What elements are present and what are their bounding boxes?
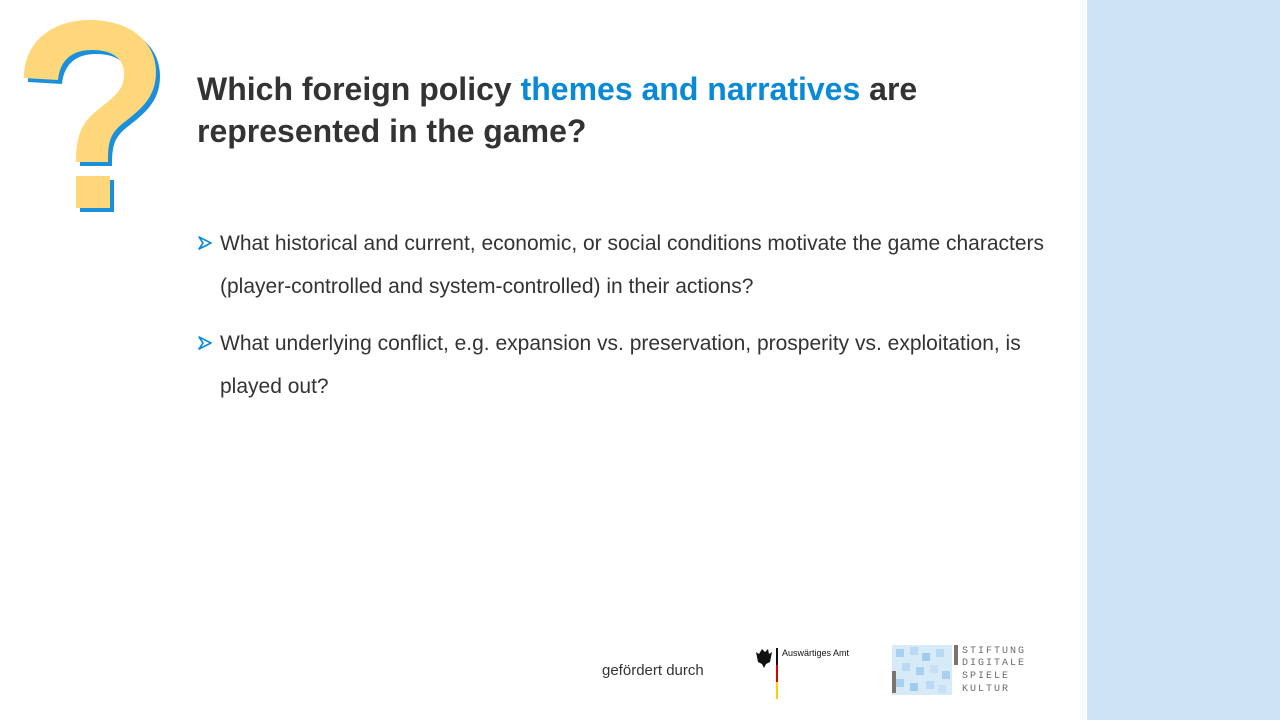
logo-line-1: STIFTUNG — [962, 646, 1027, 657]
title-highlight: themes and narratives — [520, 71, 861, 107]
ministry-logo-text: Auswärtiges Amt — [782, 648, 850, 658]
funded-by-label: gefördert durch — [602, 662, 704, 679]
arrow-bullet-icon — [197, 335, 213, 351]
logo-line-4: KULTUR — [962, 684, 1011, 695]
logo-line-3: SPIELE — [962, 671, 1011, 682]
logo-line-2: DIGITALE — [962, 658, 1027, 669]
title-part-1: Which foreign policy — [197, 71, 521, 107]
slide-title — [197, 68, 1017, 152]
bullet-text: What historical and current, economic, or social conditions motivate the game characters (player-controlled and system-controlled) in their actions? — [220, 232, 1045, 298]
bullet-item — [197, 222, 1057, 308]
stiftung-digitale-spielekultur-logo — [892, 643, 1032, 697]
auswaertiges-amt-logo — [752, 646, 862, 700]
arrow-bullet-icon — [197, 235, 213, 251]
federal-eagle-icon — [756, 649, 772, 668]
title-part-2: are represented in the game? — [197, 71, 918, 149]
bullet-list — [197, 222, 1057, 422]
bullet-text: What underlying conflict, e.g. expansion vs. preservation, prosperity vs. exploitation, is played out? — [220, 332, 1021, 398]
bullet-item — [197, 322, 1057, 408]
question-mark-icon — [14, 6, 174, 226]
